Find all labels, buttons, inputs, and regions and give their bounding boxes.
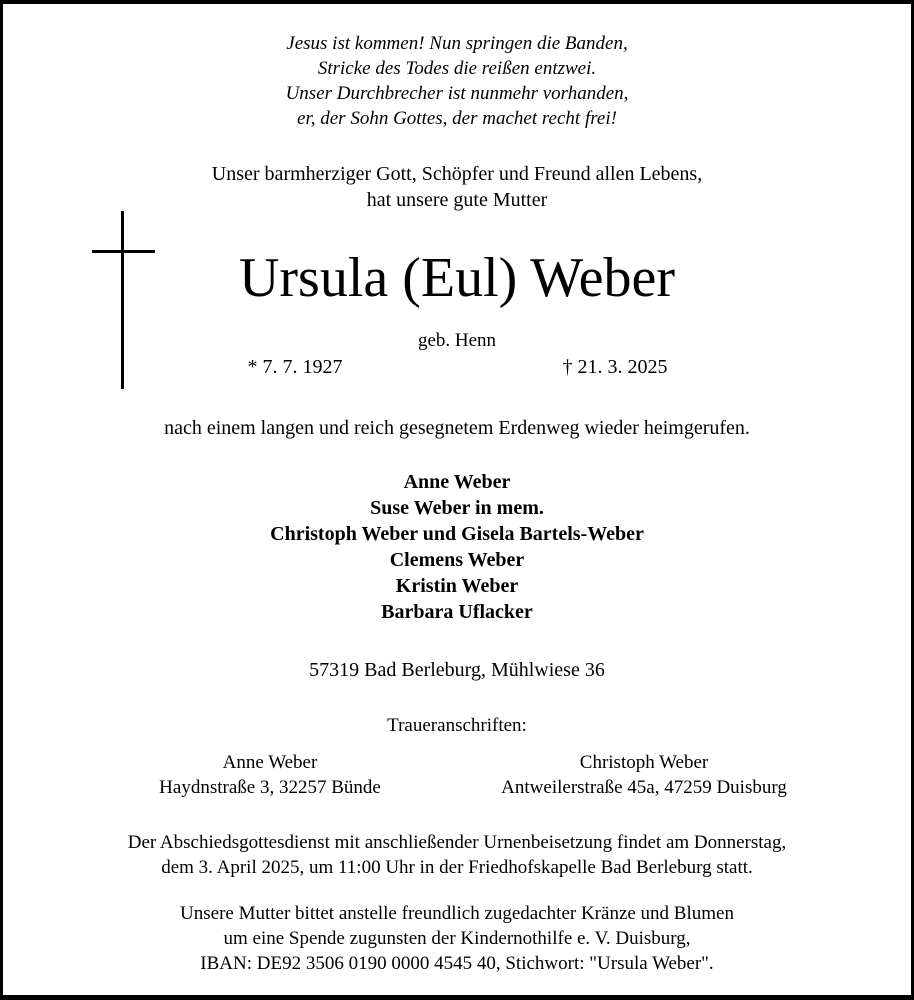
donation-line-3: IBAN: DE92 3506 0190 0000 4545 40, Stichwort: "Ursula Weber". [200,953,714,974]
mourner-4: Clemens Weber [389,549,525,571]
service-line-2: dem 3. April 2025, um 11:00 Uhr in der Friedhofskapelle Bad Berleburg statt. [161,857,753,878]
maiden-name: geb. Henn [417,330,497,351]
verse-line-4: er, der Sohn Gottes, der machet recht frei! [297,108,617,129]
intro-line-1: Unser barmherziger Gott, Schöpfer und Freund allen Lebens, [211,163,703,185]
verse-line-1: Jesus ist kommen! Nun springen die Banden, [286,33,628,54]
verse-line-2: Stricke des Todes die reißen entzwei. [317,58,597,79]
verse-line-3: Unser Durchbrecher ist nunmehr vorhanden, [285,83,629,104]
mourner-6: Barbara Uflacker [381,601,533,623]
donation-line-2: um eine Spende zugunsten der Kindernothilfe e. V. Duisburg, [223,928,691,949]
condolence-left-address: Haydnstraße 3, 32257 Bünde [159,777,381,798]
deceased-name: Ursula (Eul) Weber [238,247,676,309]
condolence-right-name: Christoph Weber [579,752,709,773]
condolence-left-name: Anne Weber [222,752,318,773]
mourner-1: Anne Weber [403,471,511,493]
family-address: 57319 Bad Berleburg, Mühlwiese 36 [309,659,605,681]
donation-line-1: Unsere Mutter bittet anstelle freundlich zugedachter Kränze und Blumen [180,903,734,924]
mourner-5: Kristin Weber [395,575,519,597]
birth-date: * 7. 7. 1927 [247,356,343,378]
death-date: † 21. 3. 2025 [562,356,668,378]
condolence-heading: Traueranschriften: [387,715,527,736]
service-line-1: Der Abschiedsgottesdienst mit anschließender Urnenbeisetzung findet am Donnerstag, [127,832,787,853]
intro-line-2: hat unsere gute Mutter [366,189,548,211]
mourner-2: Suse Weber in mem. [370,497,544,519]
condolence-right-address: Antweilerstraße 45a, 47259 Duisburg [501,777,787,798]
outro-text: nach einem langen und reich gesegnetem Erdenweg wieder heimgerufen. [164,417,750,439]
mourner-3: Christoph Weber und Gisela Bartels-Weber [270,523,644,545]
